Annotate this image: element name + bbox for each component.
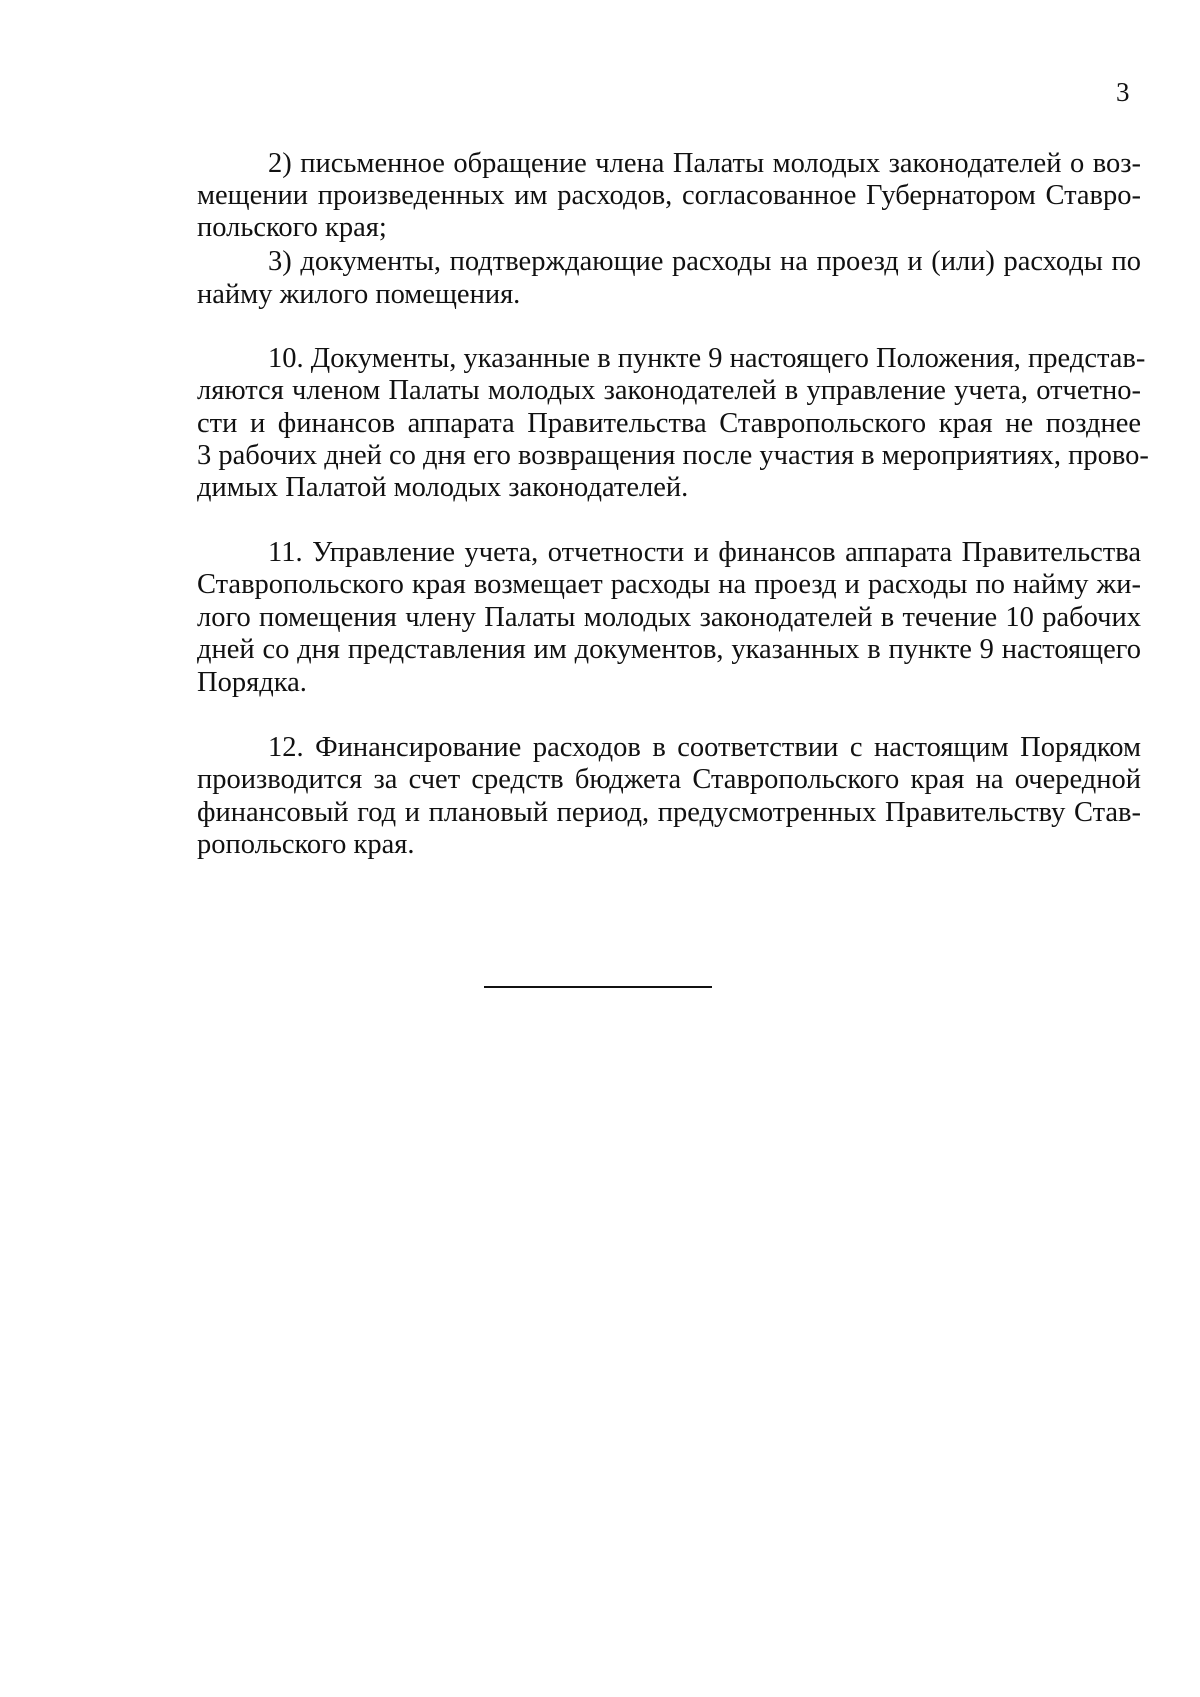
text-line: польского края; (197, 212, 387, 243)
text-line: мещении произведенных им расходов, согласованное Губернатором Ставро- (197, 180, 1141, 211)
text-line: Порядка. (197, 667, 307, 698)
text-line: ляются членом Палаты молодых законодателей в управление учета, отчетно- (197, 375, 1141, 406)
text-line: дней со дня представления им документов, указанных в пункте 9 настоящего (197, 634, 1141, 665)
text-line: 3) документы, подтверждающие расходы на проезд и (или) расходы по (268, 246, 1141, 277)
text-line: 3 рабочих дней со дня его возвращения после участия в мероприятиях, прово- (197, 440, 1149, 471)
text-line: димых Палатой молодых законодателей. (197, 472, 689, 503)
text-line: найму жилого помещения. (197, 279, 521, 310)
text-line: 10. Документы, указанные в пункте 9 настоящего Положения, представ- (268, 343, 1146, 374)
text-line: лого помещения члену Палаты молодых законодателей в течение 10 рабочих (197, 602, 1141, 633)
text-line: 12. Финансирование расходов в соответствии с настоящим Порядком (268, 732, 1141, 763)
text-line: производится за счет средств бюджета Ставропольского края на очередной (197, 764, 1141, 795)
text-line: Ставропольского края возмещает расходы на проезд и расходы по найму жи- (197, 569, 1141, 600)
page-number: 3 (1116, 77, 1130, 107)
end-divider (484, 986, 712, 988)
text-line: 2) письменное обращение члена Палаты молодых законодателей о воз- (268, 148, 1141, 179)
text-line: ропольского края. (197, 829, 415, 860)
text-line: 11. Управление учета, отчетности и финансов аппарата Правительства (268, 537, 1141, 568)
text-line: сти и финансов аппарата Правительства Ставропольского края не позднее (197, 408, 1141, 439)
text-line: финансовый год и плановый период, предусмотренных Правительству Став- (197, 797, 1141, 828)
